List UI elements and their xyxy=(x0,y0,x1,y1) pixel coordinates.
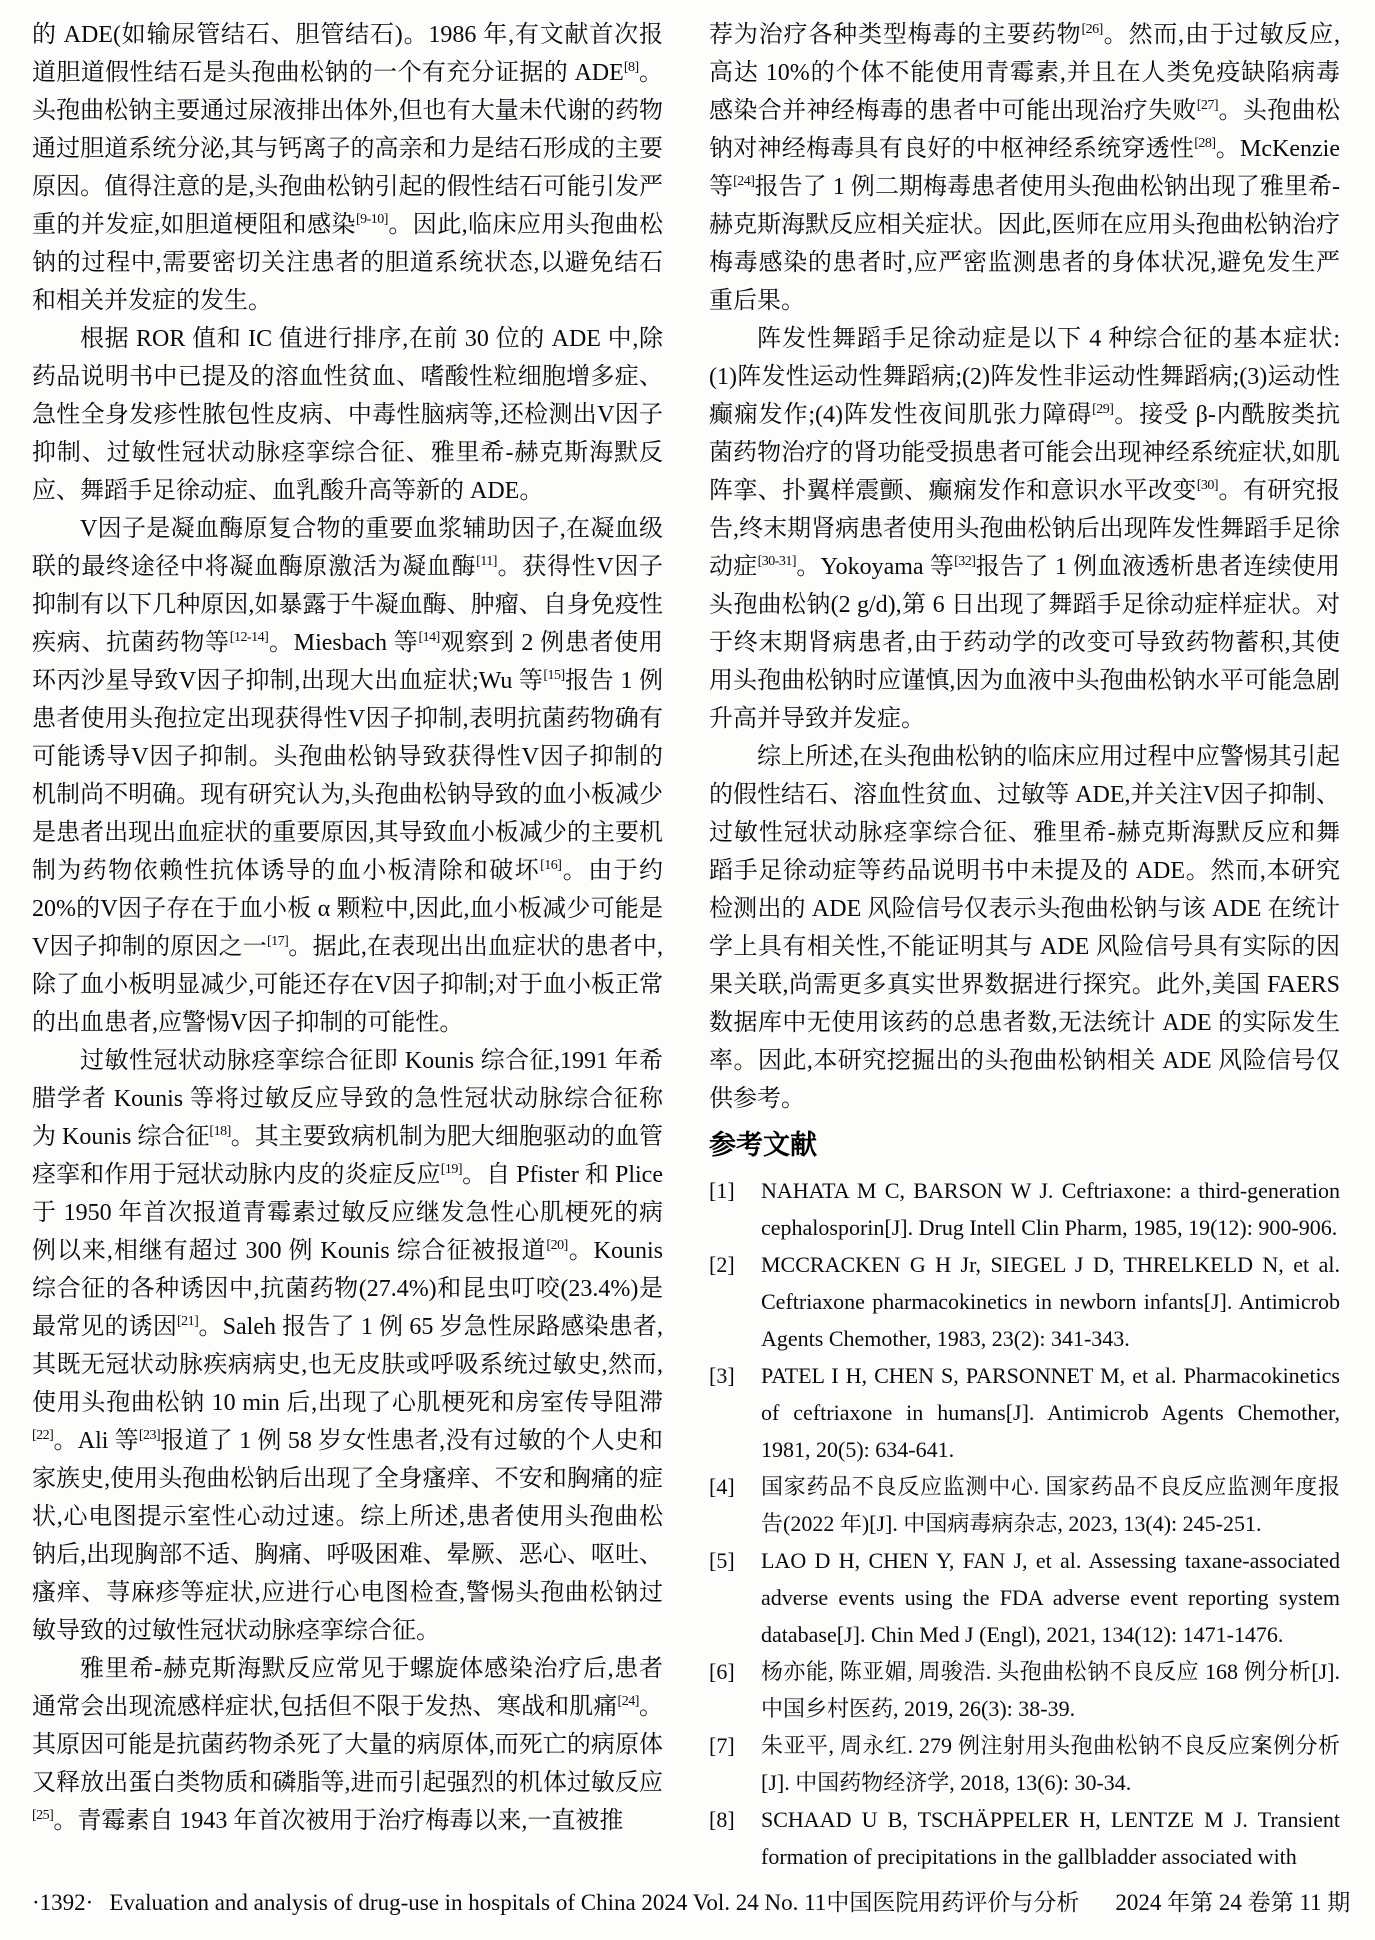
text-run: 的 ADE(如输尿管结石、胆管结石)。1986 年,有文献首次报道胆道假性结石是头孢曲松钠的一个有充分证据的 ADE xyxy=(32,22,663,86)
issue-info-zh: 2024 年第 24 卷第 11 期 xyxy=(1115,1890,1351,1915)
text-run: 。Yokoyama 等 xyxy=(796,554,955,580)
text-run: 。因此,临床应用头孢曲松钠的过程中,需要密切关注患者的胆道系统状态,以避免结石和相关并发症的发生。 xyxy=(32,212,664,314)
reference-item xyxy=(709,1468,1340,1542)
references-list xyxy=(709,1172,1340,1875)
text-run: 报告了 1 例二期梅毒患者使用头孢曲松钠出现了雅里希-赫克斯海默反应相关症状。因此,医师在应用头孢曲松钠治疗梅毒感染的患者时,应严密监测患者的身体状况,避免发生严重后果。 xyxy=(709,174,1340,314)
text-run: 。接受 β-内酰胺类抗菌药物治疗的肾功能受损患者可能会出现神经系统症状,如肌阵挛、扑翼样震颤、癫痫发作和意识水平改变 xyxy=(709,402,1340,504)
reference-item xyxy=(709,1653,1340,1727)
citation-superscript: [21] xyxy=(177,1314,199,1329)
text-run: 报告了 1 例血液透析患者连续使用头孢曲松钠(2 g/d),第 6 日出现了舞蹈手足徐动症样症状。对于终末期肾病患者,由于药动学的改变可导致药物蓄积,其使用头孢曲松钠时应谨慎,因为血液中头孢曲松钠水平可能急剧升高并导致并发症。 xyxy=(709,554,1341,732)
reference-item xyxy=(709,1357,1340,1468)
reference-text: 朱亚平, 周永红. 279 例注射用头孢曲松钠不良反应案例分析[J]. 中国药物经济学, 2018, 13(6): 30-34. xyxy=(761,1733,1340,1795)
citation-superscript: [19] xyxy=(440,1162,463,1177)
reference-text: SCHAAD U B, TSCHÄPPELER H, LENTZE M J. Transient formation of precipitations in the gallbladder associated with xyxy=(761,1807,1340,1869)
citation-superscript: [11] xyxy=(476,554,497,569)
body-paragraph xyxy=(709,16,1340,320)
reference-item xyxy=(709,1246,1340,1357)
text-run: 。获得性V因子抑制有以下几种原因,如暴露于牛凝血酶、肿瘤、自身免疫性疾病、抗菌药物等 xyxy=(32,554,664,656)
citation-superscript: [22] xyxy=(32,1428,54,1443)
reference-number: [2] xyxy=(709,1252,735,1277)
text-run: 报道了 1 例 58 岁女性患者,没有过敏的个人史和家族史,使用头孢曲松钠后出现了全身瘙痒、不安和胸痛的症状,心电图提示室性心动过速。综上所述,患者使用头孢曲松钠后,出现胸部不适、胸痛、呼吸困难、晕厥、恶心、呕吐、瘙痒、荨麻疹等症状,应进行心电图检查,警惕头孢曲松钠过敏导致的过敏性冠状动脉痉挛综合征。 xyxy=(32,1428,664,1644)
citation-superscript: [9-10] xyxy=(355,212,388,227)
text-run: 。Saleh 报告了 1 例 65 岁急性尿路感染患者,其既无冠状动脉疾病病史,也无皮肤或呼吸系统过敏史,然而,使用头孢曲松钠 10 min 后,出现了心肌梗死和房室传导阻滞 xyxy=(32,1314,664,1416)
reference-text: 杨亦能, 陈亚媚, 周骏浩. 头孢曲松钠不良反应 168 例分析[J]. 中国乡村医药, 2019, 26(3): 38-39. xyxy=(761,1659,1340,1721)
citation-superscript: [29] xyxy=(1092,402,1114,417)
text-run: 荐为治疗各种类型梅毒的主要药物 xyxy=(709,22,1082,48)
citation-superscript: [32] xyxy=(954,554,976,569)
citation-superscript: [14] xyxy=(418,630,440,645)
body-paragraph xyxy=(32,16,663,320)
footer-right xyxy=(826,1888,1350,1918)
text-run: V因子是凝血酶原复合物的重要血浆辅助因子,在凝血级联的最终途径中将凝血酶原激活为凝血酶 xyxy=(32,516,663,580)
text-run: 。自 Pfister 和 Plice 于 1950 年首次报道青霉素过敏反应继发急性心肌梗死的病例以来,相继有超过 300 例 Kounis 综合征被报道 xyxy=(32,1162,663,1264)
text-run: 。据此,在表现出出血症状的患者中,除了血小板明显减少,可能还存在V因子抑制;对于血小板正常的出血患者,应警惕V因子抑制的可能性。 xyxy=(32,934,663,1036)
citation-superscript: [30-31] xyxy=(757,554,797,569)
reference-item xyxy=(709,1801,1340,1875)
reference-number: [5] xyxy=(709,1548,735,1573)
citation-superscript: [25] xyxy=(32,1808,54,1823)
right-column xyxy=(709,16,1340,1875)
text-run: 。McKenzie 等 xyxy=(709,136,1341,200)
citation-superscript: [17] xyxy=(266,934,289,949)
citation-superscript: [23] xyxy=(138,1428,161,1443)
text-run: 。然而,由于过敏反应,高达 10%的个体不能使用青霉素,并且在人类免疫缺陷病毒感染合并神经梅毒的患者中可能出现治疗失败 xyxy=(709,22,1341,124)
citation-superscript: [15] xyxy=(543,668,565,683)
citation-superscript: [20] xyxy=(546,1238,568,1253)
text-run: 。由于约20%的V因子存在于血小板 α 颗粒中,因此,血小板减少可能是V因子抑制的原因之一 xyxy=(32,858,664,960)
reference-number: [1] xyxy=(709,1178,735,1203)
reference-text: 国家药品不良反应监测中心. 国家药品不良反应监测年度报告(2022 年)[J]. 中国病毒病杂志, 2023, 13(4): 245-251. xyxy=(761,1474,1340,1536)
reference-number: [6] xyxy=(709,1659,735,1684)
citation-superscript: [8] xyxy=(623,60,639,75)
references-heading: 参考文献 xyxy=(709,1130,817,1160)
text-run: 。其原因可能是抗菌药物杀死了大量的病原体,而死亡的病原体又释放出蛋白类物质和磷脂等,进而引起强烈的机体过敏反应 xyxy=(32,1694,664,1796)
body-paragraph xyxy=(32,1042,663,1650)
page-footer xyxy=(32,1888,1351,1918)
text-run: 。头孢曲松钠对神经梅毒具有良好的中枢神经系统穿透性 xyxy=(709,98,1341,162)
text-run: 雅里希-赫克斯海默反应常见于螺旋体感染治疗后,患者通常会出现流感样症状,包括但不限于发热、寒战和肌痛 xyxy=(32,1656,663,1720)
text-run: 综上所述,在头孢曲松钠的临床应用过程中应警惕其引起的假性结石、溶血性贫血、过敏等 ADE,并关注V因子抑制、过敏性冠状动脉痉挛综合征、雅里希-赫克斯海默反应和舞蹈手足徐动症等药品说明书中未提及的 ADE。然而,本研究检测出的 ADE 风险信号仅表示头孢曲松钠与该 ADE 在统计学上具有相关性,不能证明其与 ADE 风险信号具有实际的因果关联,尚需更多真实世界数据进行探究。此外,美国 FAERS 数据库中无使用该药的总患者数,无法统计 ADE 的实际发生率。因此,本研究挖掘出的头孢曲松钠相关 ADE 风险信号仅供参考。 xyxy=(709,744,1340,1112)
reference-item xyxy=(709,1542,1340,1653)
citation-superscript: [18] xyxy=(209,1124,231,1139)
reference-text: MCCRACKEN G H Jr, SIEGEL J D, THRELKELD N, et al. Ceftriaxone pharmacokinetics in newborn infants[J]. Antimicrob Agents Chemother, 1983, 23(2): 341-343. xyxy=(761,1252,1340,1351)
citation-superscript: [16] xyxy=(540,858,562,873)
reference-number: [8] xyxy=(709,1807,735,1832)
body-paragraph xyxy=(709,320,1340,738)
citation-superscript: [28] xyxy=(1194,136,1216,151)
body-paragraph xyxy=(32,1650,663,1840)
reference-text: NAHATA M C, BARSON W J. Ceftriaxone: a third-generation cephalosporin[J]. Drug Intell Clin Pharm, 1985, 19(12): 900-906. xyxy=(761,1178,1340,1240)
text-run: 。Miesbach 等 xyxy=(268,630,419,656)
text-run: 。Kounis 综合征的各种诱因中,抗菌药物(27.4%)和昆虫叮咬(23.4%)是最常见的诱因 xyxy=(32,1238,663,1340)
citation-superscript: [30] xyxy=(1196,478,1219,493)
two-column-text-area xyxy=(32,16,1345,1875)
citation-superscript: [27] xyxy=(1196,98,1219,113)
text-run: 。其主要致病机制为肥大细胞驱动的血管痉挛和作用于冠状动脉内皮的炎症反应 xyxy=(32,1124,663,1188)
citation-superscript: [12-14] xyxy=(229,630,269,645)
body-paragraph xyxy=(32,510,663,1042)
journal-title-en: Evaluation and analysis of drug-use in hospitals of China 2024 Vol. 24 No. 11 xyxy=(109,1890,827,1915)
citation-superscript: [24] xyxy=(617,1694,639,1709)
right-column-paragraphs xyxy=(709,16,1340,1118)
text-run: 。青霉素自 1943 年首次被用于治疗梅毒以来,一直被推 xyxy=(53,1808,624,1834)
body-paragraph xyxy=(32,320,663,510)
footer-left xyxy=(32,1888,826,1918)
body-paragraph xyxy=(709,738,1340,1118)
left-column xyxy=(32,16,663,1875)
text-run: 观察到 2 例患者使用环丙沙星导致V因子抑制,出现大出血症状;Wu 等 xyxy=(32,630,664,694)
text-run: 阵发性舞蹈手足徐动症是以下 4 种综合征的基本症状:(1)阵发性运动性舞蹈病;(2)阵发性非运动性舞蹈病;(3)运动性癫痫发作;(4)阵发性夜间肌张力障碍 xyxy=(709,326,1340,428)
text-run: 。Ali 等 xyxy=(53,1428,139,1454)
text-run: 报告 1 例患者使用头孢拉定出现获得性V因子抑制,表明抗菌药物确有可能诱导V因子抑制。头孢曲松钠导致获得性V因子抑制的机制尚不明确。现有研究认为,头孢曲松钠导致的血小板减少是患者出现出血症状的重要原因,其导致血小板减少的主要机制为药物依赖性抗体诱导的血小板清除和破坏 xyxy=(32,668,663,884)
text-run: 。有研究报告,终末期肾病患者使用头孢曲松钠后出现阵发性舞蹈手足徐动症 xyxy=(709,478,1341,580)
text-run: 根据 ROR 值和 IC 值进行排序,在前 30 位的 ADE 中,除药品说明书中已提及的溶血性贫血、嗜酸性粒细胞增多症、急性全身发疹性脓包性皮病、中毒性脑病等,还检测出V因子抑制、过敏性冠状动脉痉挛综合征、雅里希-赫克斯海默反应、舞蹈手足徐动症、血乳酸升高等新的 ADE。 xyxy=(32,326,663,504)
reference-text: PATEL I H, CHEN S, PARSONNET M, et al. Pharmacokinetics of ceftriaxone in humans[J]. Antimicrob Agents Chemother, 1981, 20(5): 634-641. xyxy=(761,1363,1340,1462)
page-number: ·1392· xyxy=(32,1890,94,1915)
reference-item xyxy=(709,1727,1340,1801)
text-run: 过敏性冠状动脉痉挛综合征即 Kounis 综合征,1991 年希腊学者 Kounis 等将过敏反应导致的急性冠状动脉综合征称为 Kounis 综合征 xyxy=(32,1048,663,1150)
reference-item xyxy=(709,1172,1340,1246)
reference-number: [7] xyxy=(709,1733,735,1758)
citation-superscript: [24] xyxy=(733,174,755,189)
reference-number: [4] xyxy=(709,1474,735,1499)
citation-superscript: [26] xyxy=(1081,22,1103,37)
text-run: 。头孢曲松钠主要通过尿液排出体外,但也有大量未代谢的药物通过胆道系统分泌,其与钙离子的高亲和力是结石形成的主要原因。值得注意的是,头孢曲松钠引起的假性结石可能引发严重的并发症,如胆道梗阻和感染 xyxy=(32,60,664,238)
reference-text: LAO D H, CHEN Y, FAN J, et al. Assessing taxane-associated adverse events using the FDA adverse event reporting system database[J]. Chin Med J (Engl), 2021, 134(12): 1471-1476. xyxy=(761,1548,1340,1647)
journal-title-zh: 中国医院用药评价与分析 xyxy=(826,1890,1080,1915)
reference-number: [3] xyxy=(709,1363,735,1388)
